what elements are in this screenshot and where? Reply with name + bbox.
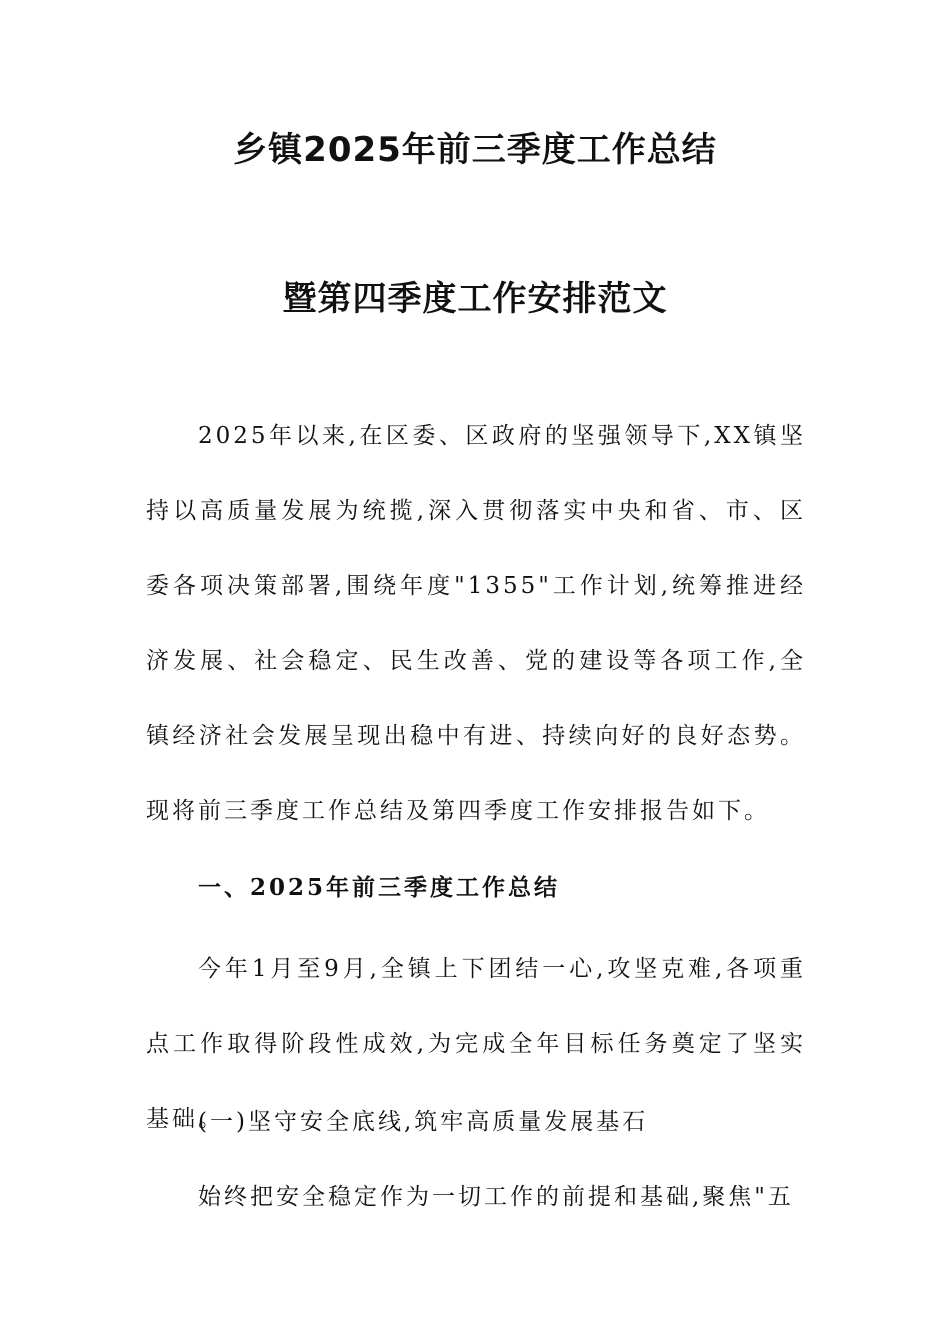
section-heading: 一、2025年前三季度工作总结 <box>198 874 561 901</box>
subsection-heading: (一)坚守安全底线,筑牢高质量发展基石 <box>198 1109 649 1135</box>
title-line-2: 暨第四季度工作安排范文 <box>282 279 668 319</box>
summary-paragraph: 今年1月至9月,全镇上下团结一心,攻坚克难,各项重点工作取得阶段性成效,为完成全年目标任务奠定了坚实基础。 <box>146 956 806 1132</box>
intro-paragraph: 2025年以来,在区委、区政府的坚强领导下,XX镇坚持以高质量发展为统揽,深入贯彻落实中央和省、市、区委各项决策部署,围绕年度"1355"工作计划,统筹推进经济发展、社会稳定、民生改善、党的建设等各项工作,全镇经济社会发展呈现出稳中有进、持续向好的良好态势。现将前三季度工作总结及第四季度工作安排报告如下。 <box>146 423 806 824</box>
title-line-1: 乡镇2025年前三季度工作总结 <box>233 130 717 170</box>
body-paragraph: 始终把安全稳定作为一切工作的前提和基础,聚焦"五 <box>198 1184 794 1210</box>
